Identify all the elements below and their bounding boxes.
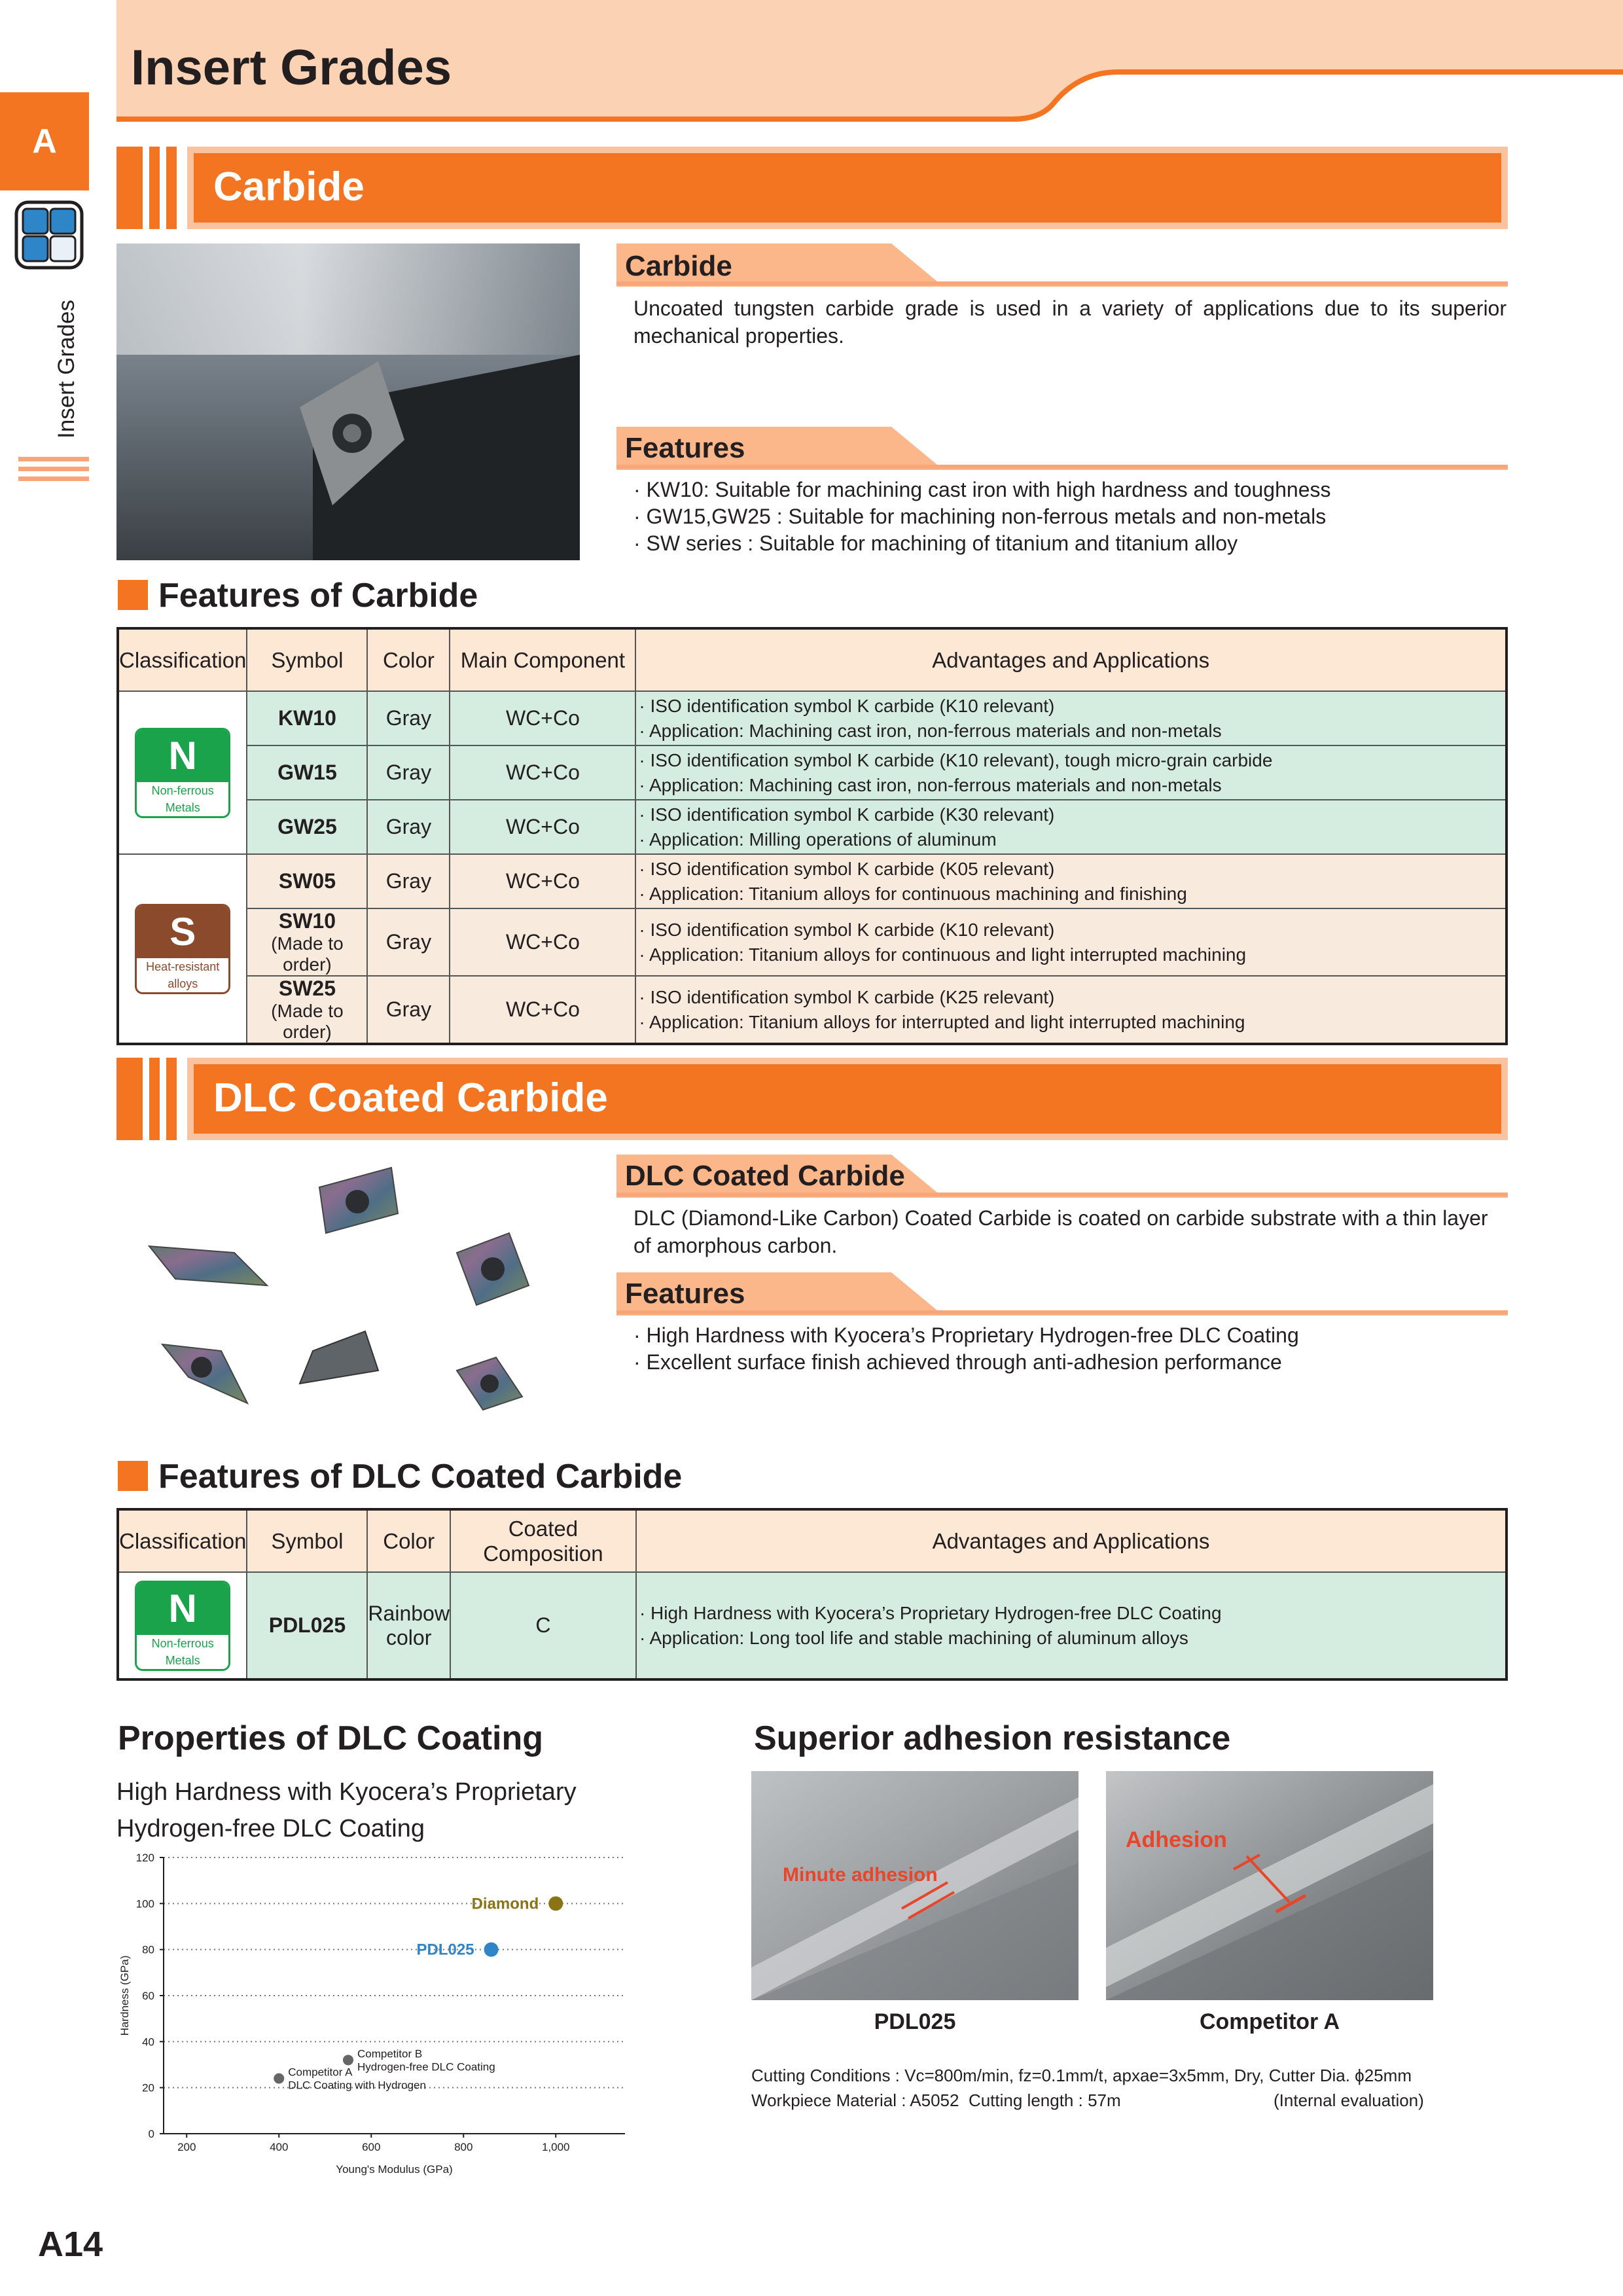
y-tick-label: 20: [142, 2081, 154, 2094]
title-square-marker: [118, 1461, 148, 1491]
symbol-cell: GW15: [247, 745, 367, 800]
advantages-cell: [636, 1572, 1507, 1679]
minute-adhesion-annotation: Minute adhesion: [783, 1864, 938, 1886]
workpiece-value: A5052: [910, 2090, 959, 2110]
y-axis-label: Hardness (GPa): [118, 1955, 131, 2036]
carbide-desc-heading: Carbide: [625, 250, 732, 282]
color-cell: Rainbow color: [367, 1572, 450, 1679]
side-divider: [18, 476, 89, 481]
dlc-inserts-photo: [116, 1155, 588, 1449]
table-row: [118, 908, 1507, 976]
x-tick-label: 400: [270, 2141, 289, 2153]
dlc-grades-table: [116, 1508, 1508, 1681]
advantage-line: · ISO identification symbol K carbide (K10 relevant), tough micro-grain carbide: [639, 749, 1273, 770]
advantage-line: · Application: Titanium alloys for interrupted and light interrupted machining: [639, 1011, 1245, 1032]
page-title: Insert Grades: [131, 40, 452, 96]
x-tick-label: 1,000: [541, 2141, 570, 2153]
dlc-description: DLC (Diamond-Like Carbon) Coated Carbide is coated on carbide substrate with a thin layer of amorphous carbon.: [633, 1206, 1488, 1257]
badge-letter: S: [137, 906, 228, 958]
carbide-tool-photo: [116, 243, 580, 560]
workpiece-info: [751, 2090, 1121, 2111]
column-header: Main Component: [450, 628, 635, 691]
dlc-table-title: Features of DLC Coated Carbide: [158, 1458, 683, 1496]
data-point: [343, 2054, 353, 2065]
advantages-cell: [635, 976, 1507, 1044]
y-tick-label: 80: [142, 1943, 154, 1956]
component-cell: WC+Co: [450, 691, 635, 745]
properties-title: Properties of DLC Coating: [118, 1719, 544, 1757]
classification-cell: [118, 854, 247, 1044]
table-header-row: [118, 628, 1507, 691]
insert-grades-icon: [14, 200, 84, 270]
table-row: [118, 691, 1507, 745]
adhesion-title: Superior adhesion resistance: [754, 1719, 1231, 1757]
symbol-note: (Made to order): [271, 1001, 344, 1042]
side-label: Insert Grades: [54, 299, 79, 439]
column-header: Symbol: [247, 1509, 367, 1572]
symbol-cell: PDL025: [247, 1572, 367, 1679]
table-row: [118, 800, 1507, 854]
symbol-cell: [247, 908, 367, 976]
component-cell: WC+Co: [450, 745, 635, 800]
badge-letter: N: [137, 730, 228, 782]
color-cell: Gray: [367, 976, 450, 1044]
x-tick-label: 800: [454, 2141, 473, 2153]
carbide-grades-table: [116, 627, 1508, 1045]
data-point: [274, 2073, 284, 2084]
internal-evaluation-note: (Internal evaluation): [1274, 2090, 1424, 2110]
dlc-feature-item: · Excellent surface finish achieved through anti-adhesion performance: [633, 1350, 1282, 1374]
carbide-desc-heading-bg: [616, 243, 1508, 287]
y-tick-label: 100: [135, 1897, 154, 1910]
advantage-line: · ISO identification symbol K carbide (K30 relevant): [639, 804, 1055, 825]
cutting-conditions-value: Vc=800m/min, fz=0.1mm/t, apxae=3x5mm, Dry, Cutter Dia. ϕ25mm: [904, 2066, 1412, 2085]
classification-badge-n: [135, 728, 230, 818]
advantages-cell: [635, 691, 1507, 745]
advantage-line: · Application: Machining cast iron, non-ferrous materials and non-metals: [639, 774, 1222, 795]
badge-label: Heat-resistant alloys: [146, 960, 220, 990]
component-cell: WC+Co: [450, 854, 635, 908]
carbide-features-heading-bg: [616, 427, 1508, 470]
title-square-marker: [118, 580, 148, 610]
carbide-feature-item: · SW series : Suitable for machining of titanium and titanium alloy: [633, 531, 1238, 555]
section-letter-tab: A: [0, 92, 89, 190]
hardness-vs-modulus-chart: [111, 1846, 635, 2186]
cutting-length-value: 57m: [1088, 2090, 1121, 2110]
color-cell: Gray: [367, 854, 450, 908]
table-row: [118, 854, 1507, 908]
competitor-a-sem-photo: [1106, 1771, 1433, 2000]
advantage-line: · Application: Titanium alloys for continuous machining and finishing: [639, 883, 1187, 904]
advantage-line: · Application: Titanium alloys for continuous and light interrupted machining: [639, 944, 1247, 965]
column-header: Symbol: [247, 628, 367, 691]
dlc-feature-item: · High Hardness with Kyocera’s Proprietary Hydrogen-free DLC Coating: [633, 1323, 1299, 1347]
side-divider: [18, 467, 89, 471]
cutting-length-label: Cutting length :: [968, 2090, 1083, 2110]
y-tick-label: 60: [142, 1990, 154, 2002]
subtitle-line: Hydrogen-free DLC Coating: [116, 1815, 425, 1842]
advantages-cell: [635, 800, 1507, 854]
y-tick-label: 0: [148, 2128, 154, 2140]
advantage-line: · Application: Machining cast iron, non-ferrous materials and non-metals: [639, 720, 1222, 741]
y-tick-label: 120: [135, 1852, 154, 1864]
color-cell: Gray: [367, 691, 450, 745]
symbol-cell: GW25: [247, 800, 367, 854]
symbol-note: (Made to order): [271, 933, 344, 975]
table-header-row: [118, 1509, 1507, 1572]
carbide-feature-item: · GW15,GW25 : Suitable for machining non-ferrous metals and non-metals: [633, 505, 1327, 528]
carbide-banner-title: Carbide: [213, 164, 365, 209]
cutting-conditions: [751, 2066, 1412, 2086]
symbol-cell: [247, 976, 367, 1044]
advantages-cell: [635, 745, 1507, 800]
data-point: [484, 1943, 499, 1957]
dlc-desc-heading: DLC Coated Carbide: [625, 1160, 905, 1192]
banner-stripes: [116, 1058, 186, 1140]
point-label: PDL025: [416, 1941, 474, 1959]
column-header: Coated Composition: [450, 1509, 636, 1572]
point-label: Competitor B: [357, 2047, 423, 2060]
carbide-description: Uncoated tungsten carbide grade is used in a variety of applications due to its superior mechanical properties.: [633, 296, 1507, 348]
classification-cell: [118, 691, 247, 854]
point-sublabel: DLC Coating with Hydrogen: [288, 2079, 426, 2092]
column-header: Color: [367, 1509, 450, 1572]
advantage-line: · ISO identification symbol K carbide (K10 relevant): [639, 695, 1055, 716]
x-tick-label: 200: [177, 2141, 196, 2153]
classification-cell: [118, 1572, 247, 1679]
pdl025-caption: PDL025: [874, 2009, 956, 2034]
dlc-banner-title: DLC Coated Carbide: [213, 1075, 608, 1121]
advantage-line: · Application: Long tool life and stable machining of aluminum alloys: [639, 1627, 1188, 1648]
data-point: [548, 1896, 563, 1910]
color-cell: Gray: [367, 745, 450, 800]
side-divider: [18, 457, 89, 461]
table-row: [118, 1572, 1507, 1679]
component-cell: WC+Co: [450, 800, 635, 854]
properties-subtitle: [116, 1774, 577, 1847]
column-header: Classification: [118, 1509, 247, 1572]
advantage-line: · ISO identification symbol K carbide (K05 relevant): [639, 858, 1055, 879]
carbide-banner: [187, 147, 1508, 229]
workpiece-label: Workpiece Material :: [751, 2090, 906, 2110]
competitor-a-caption: Competitor A: [1199, 2009, 1340, 2034]
color-cell: Gray: [367, 908, 450, 976]
dlc-features-heading: Features: [625, 1278, 745, 1310]
column-header: Classification: [118, 628, 247, 691]
component-cell: WC+Co: [450, 976, 635, 1044]
composition-cell: C: [450, 1572, 636, 1679]
symbol-cell: KW10: [247, 691, 367, 745]
carbide-feature-item: · KW10: Suitable for machining cast iron with high hardness and toughness: [633, 478, 1331, 501]
color-cell: Gray: [367, 800, 450, 854]
classification-badge-n: [135, 1581, 230, 1671]
advantages-cell: [635, 908, 1507, 976]
table-row: [118, 976, 1507, 1044]
symbol-name: SW25: [278, 977, 336, 1000]
point-label: Diamond: [471, 1895, 539, 1913]
x-tick-label: 600: [362, 2141, 381, 2153]
point-label: Competitor A: [288, 2066, 353, 2079]
carbide-table-title: Features of Carbide: [158, 577, 478, 615]
advantages-cell: [635, 854, 1507, 908]
x-axis-label: Young's Modulus (GPa): [336, 2163, 453, 2176]
dlc-features-heading-bg: [616, 1272, 1508, 1316]
badge-letter: N: [137, 1583, 228, 1635]
advantage-line: · ISO identification symbol K carbide (K10 relevant): [639, 919, 1055, 940]
adhesion-annotation: Adhesion: [1126, 1827, 1227, 1852]
dlc-banner: [187, 1058, 1508, 1140]
advantage-line: · ISO identification symbol K carbide (K25 relevant): [639, 986, 1055, 1007]
banner-stripes: [116, 147, 186, 229]
subtitle-line: High Hardness with Kyocera’s Proprietary: [116, 1778, 577, 1806]
column-header: Advantages and Applications: [635, 628, 1507, 691]
point-sublabel: Hydrogen-free DLC Coating: [357, 2060, 495, 2073]
table-row: [118, 745, 1507, 800]
advantage-line: · High Hardness with Kyocera’s Proprietary Hydrogen-free DLC Coating: [639, 1602, 1222, 1623]
badge-label: Non-ferrous Metals: [151, 783, 214, 814]
page-number: A14: [38, 2225, 103, 2264]
cutting-conditions-label: Cutting Conditions :: [751, 2066, 900, 2085]
column-header: Advantages and Applications: [636, 1509, 1507, 1572]
column-header: Color: [367, 628, 450, 691]
classification-badge-s: [135, 904, 230, 994]
component-cell: WC+Co: [450, 908, 635, 976]
badge-label: Non-ferrous Metals: [151, 1636, 214, 1667]
symbol-name: SW10: [278, 909, 336, 933]
carbide-features-heading: Features: [625, 432, 745, 464]
symbol-cell: SW05: [247, 854, 367, 908]
y-tick-label: 40: [142, 2036, 154, 2049]
advantage-line: · Application: Milling operations of aluminum: [639, 829, 997, 850]
